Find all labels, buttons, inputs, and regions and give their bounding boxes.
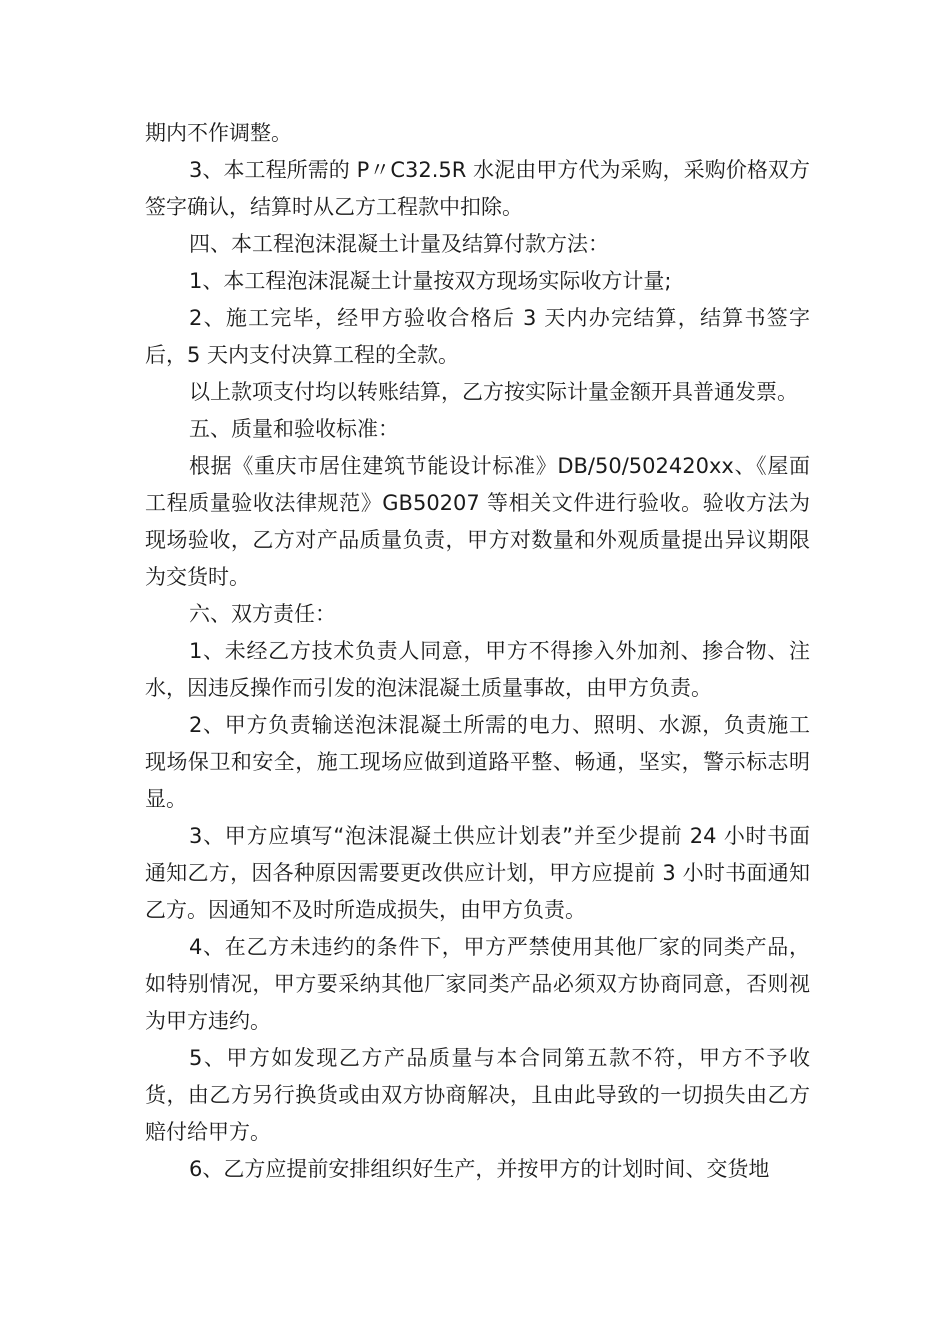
paragraph: 2、甲方负责输送泡沫混凝土所需的电力、照明、水源，负责施工现场保卫和安全，施工现场应做到道路平整、畅通，坚实，警示标志明显。	[145, 713, 810, 811]
paragraph: 4、在乙方未违约的条件下，甲方严禁使用其他厂家的同类产品，如特别情况，甲方要采纳其他厂家同类产品必须双方协商同意，否则视为甲方违约。	[145, 935, 810, 1033]
paragraph: 3、本工程所需的 P〃C32.5R 水泥由甲方代为采购，采购价格双方签字确认，结算时从乙方工程款中扣除。	[145, 158, 810, 219]
paragraph: 2、施工完毕，经甲方验收合格后 3 天内办完结算，结算书签字后，5 天内支付决算工程的全款。	[145, 306, 810, 367]
paragraph: 1、本工程泡沫混凝土计量按双方现场实际收方计量;	[189, 269, 672, 293]
paragraph: 以上款项支付均以转账结算，乙方按实际计量金额开具普通发票。	[189, 380, 798, 404]
section-heading: 六、双方责任：	[189, 602, 336, 626]
paragraph: 6、乙方应提前安排组织好生产，并按甲方的计划时间、交货地	[189, 1157, 770, 1181]
section-heading: 五、质量和验收标准：	[189, 417, 399, 441]
paragraph: 根据《重庆市居住建筑节能设计标准》DB/50/502420xx、《屋面工程质量验收法律规范》GB50207 等相关文件进行验收。验收方法为现场验收，乙方对产品质量负责，甲方对数量和外观质量提出异议期限为交货时。	[145, 454, 810, 589]
document-body	[145, 115, 810, 1188]
section-heading: 四、本工程泡沫混凝土计量及结算付款方法：	[189, 232, 609, 256]
paragraph: 5、甲方如发现乙方产品质量与本合同第五款不符，甲方不予收货，由乙方另行换货或由双方协商解决，且由此导致的一切损失由乙方赔付给甲方。	[145, 1046, 810, 1144]
paragraph: 3、甲方应填写“泡沫混凝土供应计划表”并至少提前 24 小时书面通知乙方，因各种原因需要更改供应计划，甲方应提前 3 小时书面通知乙方。因通知不及时所造成损失，由甲方负责。	[145, 824, 810, 922]
paragraph: 期内不作调整。	[145, 121, 292, 145]
paragraph: 1、未经乙方技术负责人同意，甲方不得掺入外加剂、掺合物、注水，因违反操作而引发的泡沫混凝土质量事故，由甲方负责。	[145, 639, 810, 700]
